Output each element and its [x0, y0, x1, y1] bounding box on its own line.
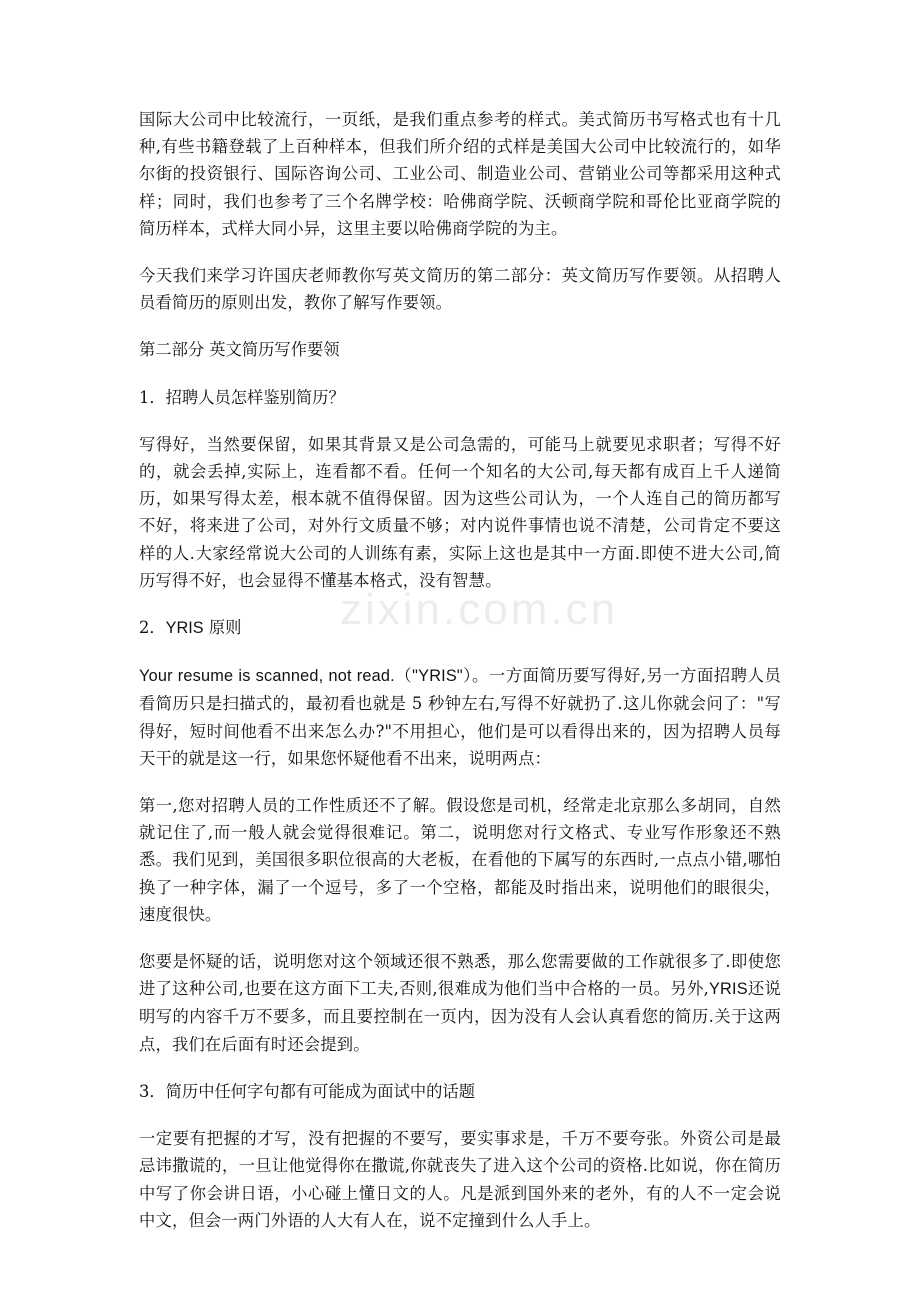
intro-paragraph: 国际大公司中比较流行，一页纸，是我们重点参考的样式。美式简历书写格式也有十几种,有些书籍登载了上百种样本，但我们所介绍的式样是美国大公司中比较流行的，如华尔街的投资银行、国际咨询公司、工业公司、制造业公司、营销业公司等都采用这种式样；同时，我们也参考了三个名牌学校：哈佛商学院、沃顿商学院和哥伦比亚商学院的简历样本，式样大同小异，这里主要以哈佛商学院的为主。	[139, 110, 781, 238]
yris-quote: （"YRIS"）	[394, 667, 473, 686]
part-title: 第二部分 英文简历写作要领	[139, 340, 340, 360]
section-3-heading: 3．简历中任何字句都有可能成为面试中的话题	[139, 1081, 475, 1101]
section-2-heading-text: 原则	[203, 618, 242, 638]
section-3-body: 一定要有把握的才写，没有把握的不要写，要实事求是，千万不要夸张。外资公司是最忌讳撒谎的，一旦让他觉得你在撒谎,你就丧失了进入这个公司的资格.比如说，你在简历中写了你会讲日语，小心碰上懂日文的人。凡是派到国外来的老外，有的人不一定会说中文，但会一两门外语的人大有人在，说不定撞到什么人手上。	[139, 1129, 781, 1230]
watermark: zixin.com.cn	[340, 585, 619, 634]
section-1-body: 写得好，当然要保留，如果其背景又是公司急需的，可能马上就要见求职者；写得不好的，就会丢掉,实际上，连看都不看。任何一个知名的大公司,每天都有成百上千人递简历，如果写得太差，根本就不值得保留。因为这些公司认为，一个人连自己的简历都写不好，将来进了公司，对外行文质量不够；对内说件事情也说不清楚，公司肯定不要这样的人.大家经常说大公司的人训练有素，实际上这也是其中一方面.即使不进大公司,简历写得不好，也会显得不懂基本格式，没有智慧。	[139, 434, 781, 590]
section-2-doubt-rest: 还说明写的内容千万不要多，而且要控制在一页内，因为没有人会认真看您的简历.关于这两点，我们在后面有时还会提到。	[139, 979, 781, 1054]
section-2-doubt	[139, 948, 781, 1058]
document-body	[139, 106, 781, 1254]
section-2-doubt-acronym: YRIS	[708, 980, 748, 999]
section-2-intro-text: 。一方面简历要写得好,另一方面招聘人员看简历只是扫描式的，最初看也就是 5 秒钟左右,写得不好就扔了.这儿你就会问了："写得好，短时间他看不出来怎么办?"不用担心，他们是可以看得出来的，因为招聘人员每天干的就是这一行，如果您怀疑他看不出来，说明两点：	[139, 666, 781, 768]
section-2-number: 2．	[139, 618, 166, 638]
lesson-intro-paragraph: 今天我们来学习许国庆老师教你写英文简历的第二部分：英文简历写作要领。从招聘人员看简历的原则出发，教你了解写作要领。	[139, 266, 781, 313]
yris-phrase: Your resume is scanned, not read.	[139, 667, 395, 686]
section-2-points: 第一,您对招聘人员的工作性质还不了解。假设您是司机，经常走北京那么多胡同，自然就记住了,而一般人就会觉得很难记。第二，说明您对行文格式、专业写作形象还不熟悉。我们见到，美国很多职位很高的大老板，在看他的下属写的东西时,一点点小错,哪怕换了一种字体，漏了一个逗号，多了一个空格，都能及时指出来，说明他们的眼很尖，速度很快。	[139, 796, 781, 924]
section-2-heading	[139, 614, 781, 642]
section-1-heading: 1．招聘人员怎样鉴别简历？	[139, 387, 345, 407]
section-2-acronym: YRIS	[165, 619, 204, 638]
section-2-doubt-text: 您要是怀疑的话，说明您对这个领域还很不熟悉，那么您需要做的工作就很多了.即使您进了这种公司,也要在这方面下工夫,否则,很难成为他们当中合格的一员。另外,	[139, 952, 781, 999]
section-2-intro	[139, 662, 781, 772]
